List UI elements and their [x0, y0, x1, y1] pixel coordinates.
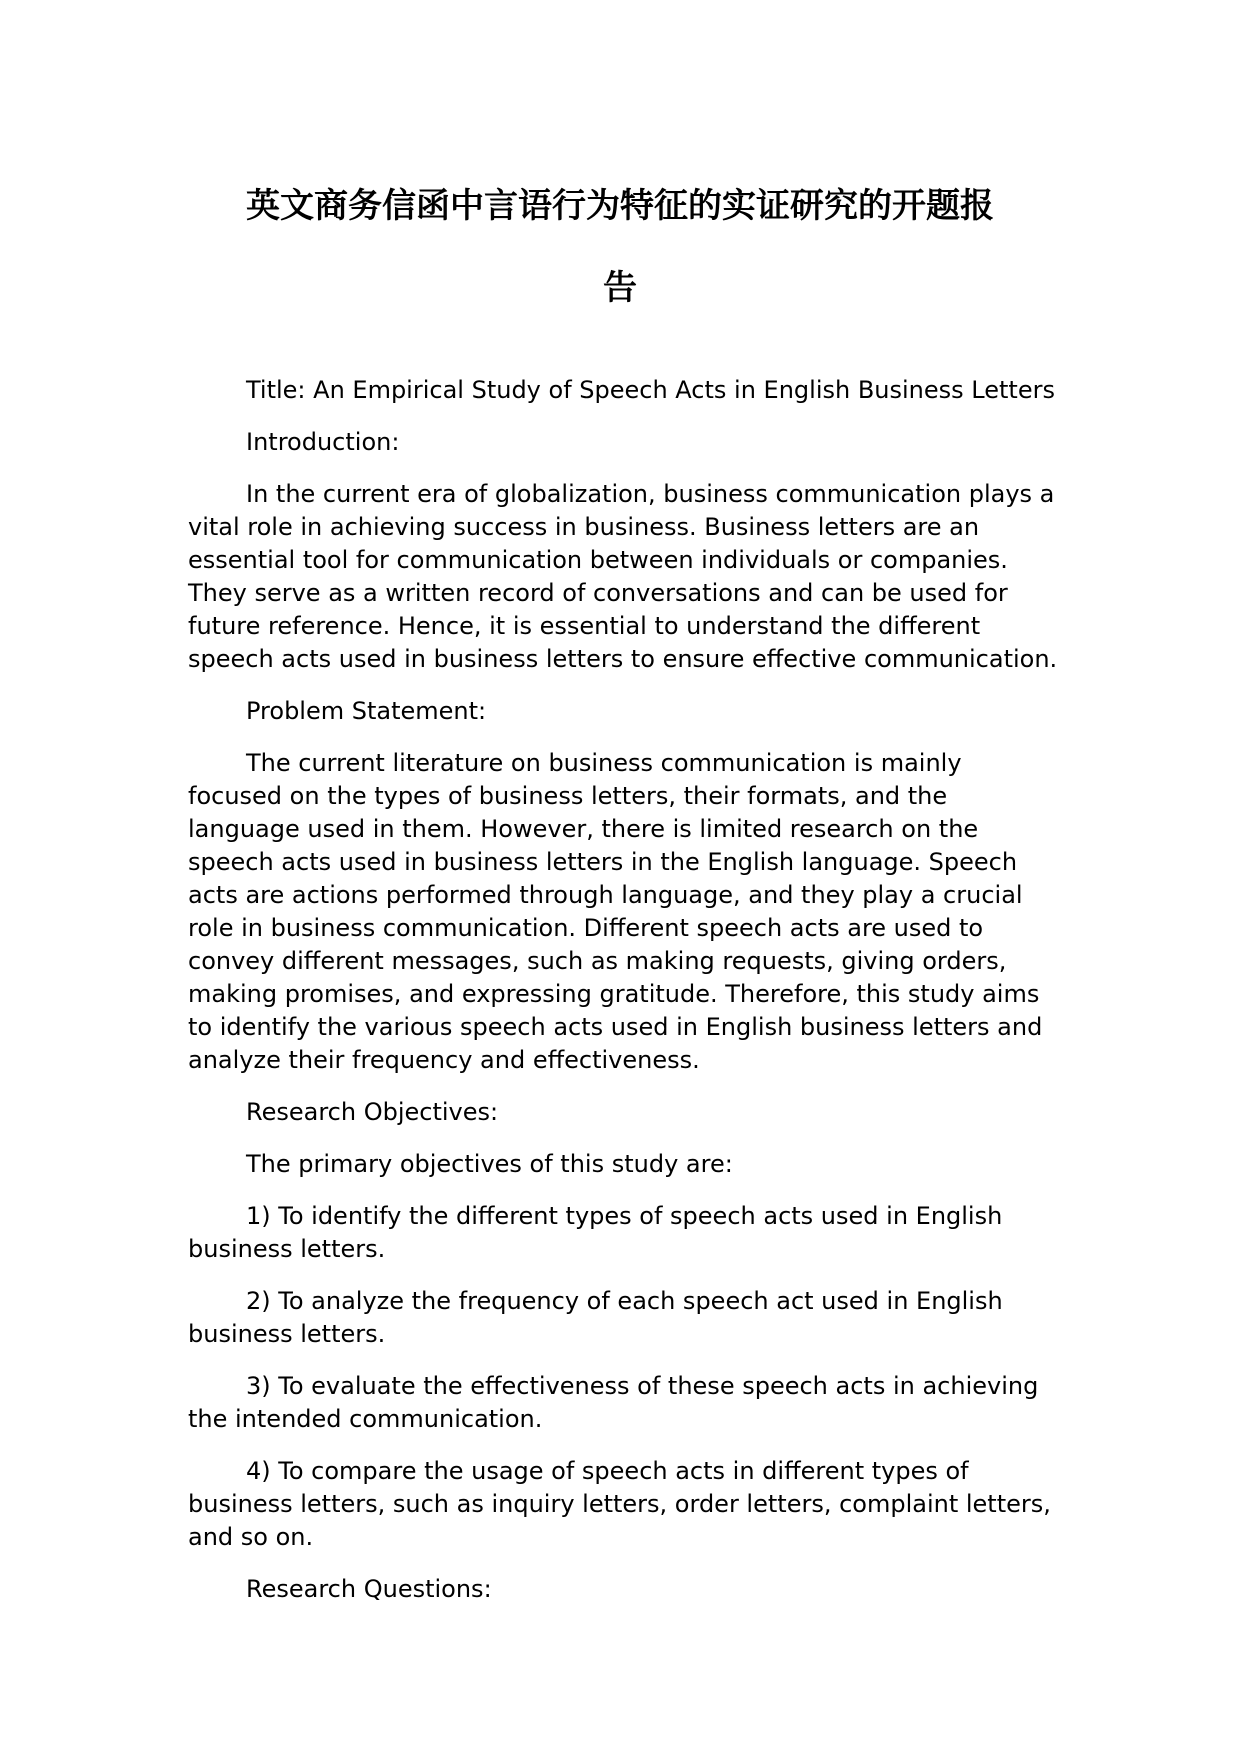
document-title-line-2: 告 — [603, 268, 637, 308]
document-body — [188, 374, 1058, 1625]
objective-item-4: 4) To compare the usage of speech acts in different types of business letters, such as inquiry letters, order letters, complaint letters, and so on. — [188, 1457, 1051, 1551]
section-heading-research-questions: Research Questions: — [246, 1575, 492, 1603]
paper-title-line: Title: An Empirical Study of Speech Acts in English Business Letters — [246, 376, 1055, 404]
problem-statement-paragraph: The current literature on business communication is mainly focused on the types of business letters, their formats, and the language used in them. However, there is limited research on the speech acts used in business letters in the English language. Speech acts are actions performed through language, and they play a crucial role in business communication. Different speech acts are used to convey different messages, such as making requests, giving orders, making promises, and expressing gratitude. Therefore, this study aims to identify the various speech acts used in English business letters and analyze their frequency and effectiveness. — [188, 749, 1043, 1074]
objective-item-3: 3) To evaluate the effectiveness of these speech acts in achieving the intended communication. — [188, 1372, 1039, 1433]
section-heading-research-objectives: Research Objectives: — [246, 1098, 499, 1126]
section-heading-introduction: Introduction: — [246, 428, 400, 456]
section-heading-problem-statement: Problem Statement: — [246, 697, 487, 725]
objective-item-2: 2) To analyze the frequency of each speech act used in English business letters. — [188, 1287, 1003, 1348]
document-title-line-1: 英文商务信函中言语行为特征的实证研究的开题报 — [246, 186, 994, 226]
objectives-intro-paragraph: The primary objectives of this study are: — [246, 1150, 733, 1178]
objective-item-1: 1) To identify the different types of speech acts used in English business letters. — [188, 1202, 1003, 1263]
introduction-paragraph: In the current era of globalization, business communication plays a vital role in achieving success in business. Business letters are an essential tool for communication between individuals or companies. They serve as a written record of conversations and can be used for future reference. Hence, it is essential to understand the different speech acts used in business letters to ensure effective communication. — [188, 480, 1058, 673]
